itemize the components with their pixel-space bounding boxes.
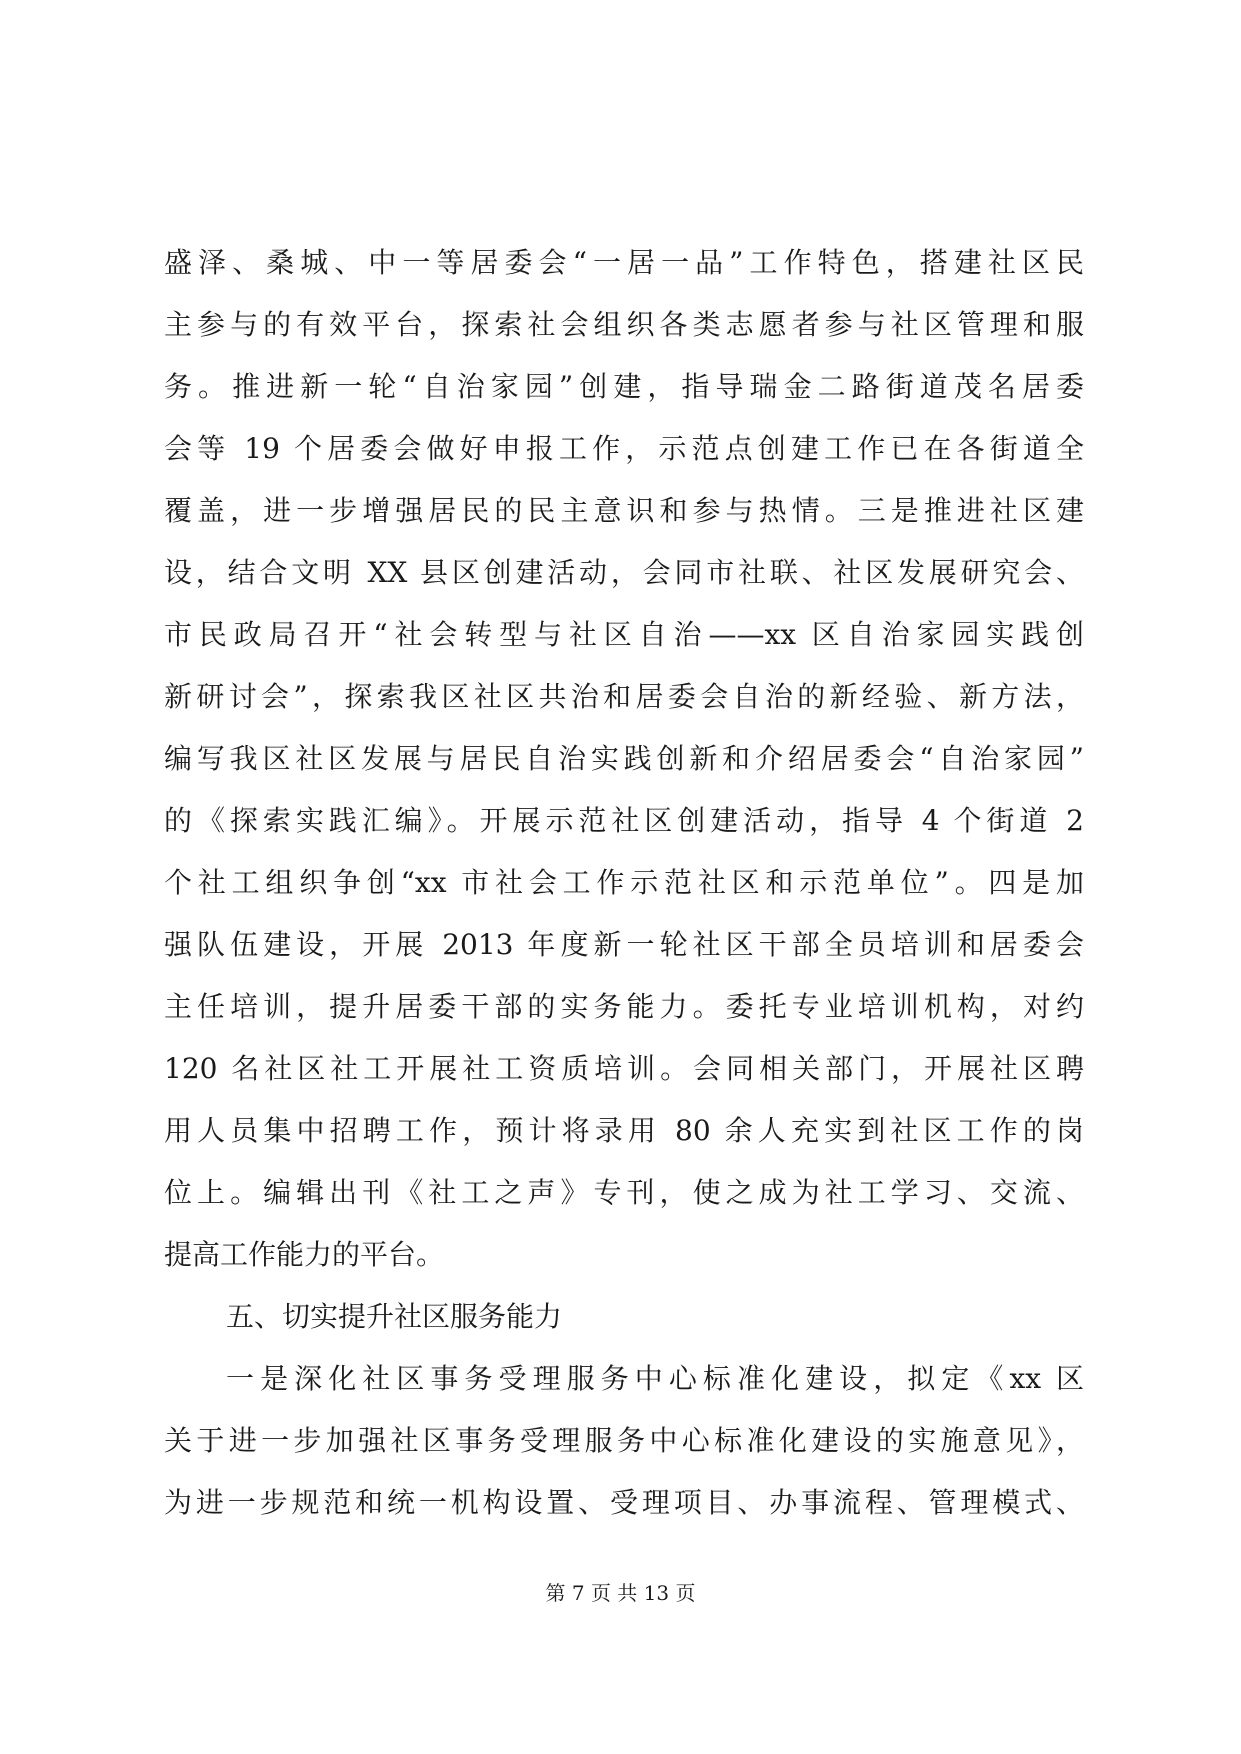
text-line: 市民政局召开“社会转型与社区自治——xx 区自治家园实践创 (164, 618, 1084, 651)
text-line: 个社工组织争创“xx 市社会工作示范社区和示范单位”。四是加 (164, 866, 1084, 899)
text-line: 务。推进新一轮“自治家园”创建，指导瑞金二路街道茂名居委 (164, 370, 1084, 403)
text-line: 用人员集中招聘工作，预计将录用 80 余人充实到社区工作的岗 (164, 1114, 1084, 1147)
text-line: 120 名社区社工开展社工资质培训。会同相关部门，开展社区聘 (164, 1052, 1084, 1085)
page-number: 第 7 页 共 13 页 (545, 1581, 696, 1605)
text-line: 位上。编辑出刊《社工之声》专刊，使之成为社工学习、交流、 (164, 1176, 1084, 1209)
text-line: 会等 19 个居委会做好申报工作，示范点创建工作已在各街道全 (164, 432, 1084, 465)
document-body (164, 232, 1084, 1534)
text-line: 为进一步规范和统一机构设置、受理项目、办事流程、管理模式、 (164, 1486, 1084, 1519)
text-line: 编写我区社区发展与居民自治实践创新和介绍居委会“自治家园” (164, 742, 1084, 775)
section-heading: 五、切实提升社区服务能力 (226, 1300, 563, 1333)
text-line: 覆盖，进一步增强居民的民主意识和参与热情。三是推进社区建 (164, 494, 1084, 527)
text-line: 新研讨会”，探索我区社区共治和居委会自治的新经验、新方法， (164, 680, 1084, 713)
text-line: 提高工作能力的平台。 (164, 1238, 445, 1271)
text-line: 设，结合文明 XX 县区创建活动，会同市社联、社区发展研究会、 (164, 556, 1084, 589)
text-line: 盛泽、桑城、中一等居委会“一居一品”工作特色，搭建社区民 (164, 246, 1084, 279)
text-line: 的《探索实践汇编》。开展示范社区创建活动，指导 4 个街道 2 (164, 804, 1084, 837)
text-line: 关于进一步加强社区事务受理服务中心标准化建设的实施意见》， (164, 1424, 1084, 1457)
text-line: 强队伍建设，开展 2013 年度新一轮社区干部全员培训和居委会 (164, 928, 1084, 961)
text-line: 一是深化社区事务受理服务中心标准化建设，拟定《xx 区 (226, 1362, 1084, 1395)
text-line: 主参与的有效平台，探索社会组织各类志愿者参与社区管理和服 (164, 308, 1084, 341)
text-line: 主任培训，提升居委干部的实务能力。委托专业培训机构，对约 (164, 990, 1084, 1023)
